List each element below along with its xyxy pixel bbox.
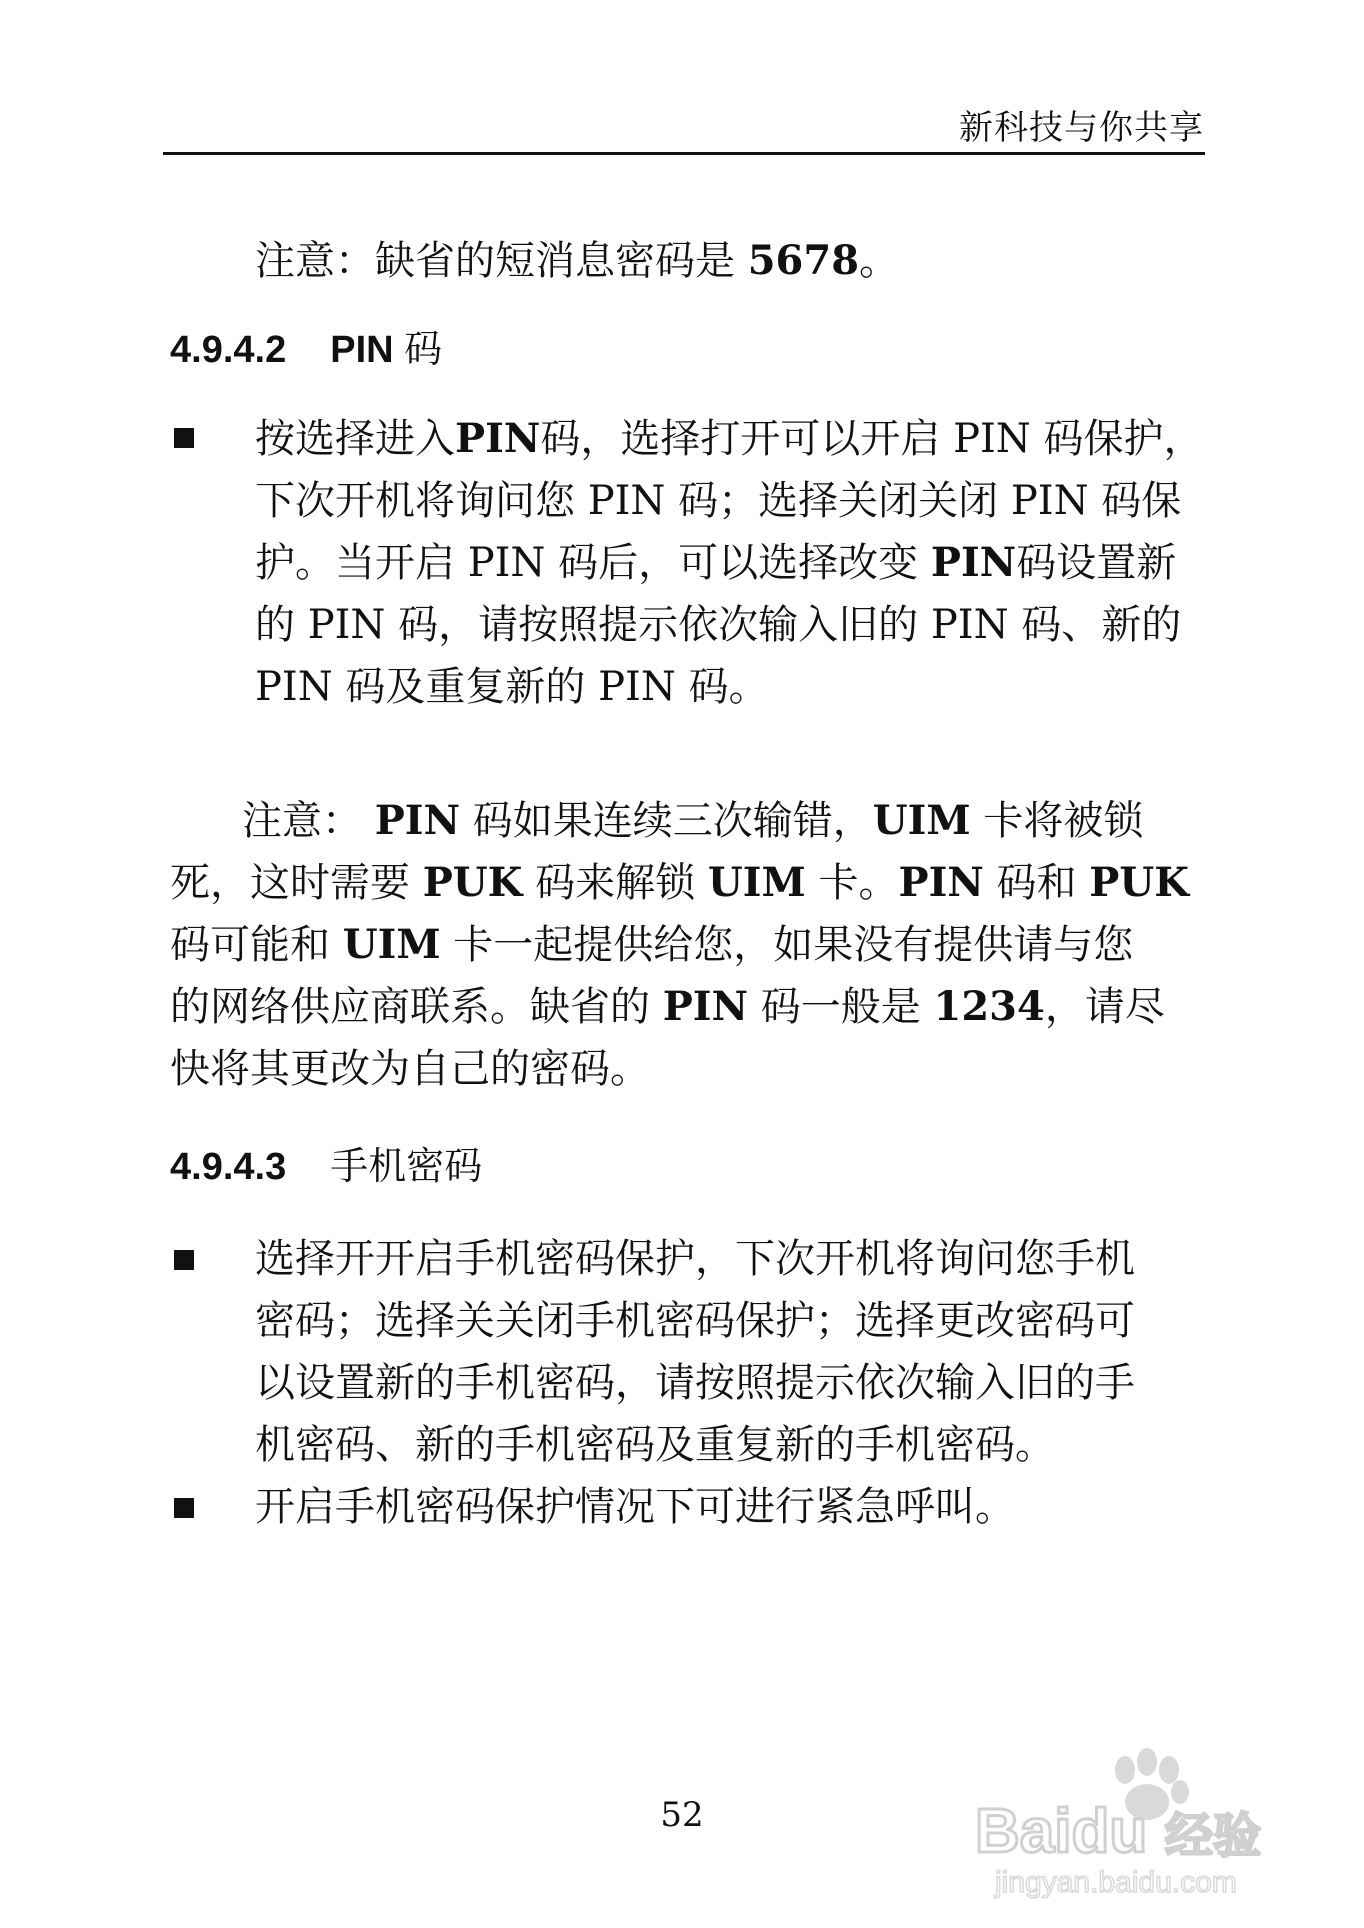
page-number: 52 [660, 1795, 704, 1835]
paw-logo-icon [975, 1740, 1305, 1900]
header-rule [163, 152, 1205, 155]
bullet-square-icon [174, 1498, 194, 1518]
bullet-phone-password-instructions: 选择开开启手机密码保护，下次开机将询问您手机 密码；选择关关闭手机密码保护；选择更改密码可 以设置新的手机密码，请按照提示依次输入旧的手 机密码、新的手机密码及重复新的手机密码。 [255, 1236, 1135, 1468]
baidu-jingyan-watermark-logo [975, 1740, 1305, 1900]
note-pin-lock-warning: 注意： PIN 码如果连续三次输错，UIM 卡将被锁 死，这时需要 PUK 码来解锁 UIM 卡。PIN 码和 PUK 码可能和 UIM 卡一起提供给您，如果没有提供请与您 的网络供应商联系。缺省的 PIN 码一般是 1234，请尽 快将其更改为自己的密码。 [170, 797, 1190, 1092]
svg-text:经验: 经验 [1165, 1808, 1262, 1864]
svg-text:Baidu: Baidu [975, 1797, 1148, 1866]
section-heading-pin: 4.9.4.2 PIN 码 [170, 327, 443, 371]
bullet-square-icon [174, 428, 194, 448]
bullet-pin-instructions: 按选择进入PIN码，选择打开可以开启 PIN 码保护， 下次开机将询问您 PIN 码；选择关闭关闭 PIN 码保 护。当开启 PIN 码后，可以选择改变 PIN码设置新 的 PIN 码，请按照提示依次输入旧的 PIN 码、新的 PIN 码及重复新的 PIN 码。 [255, 415, 1204, 710]
note-default-sms-password: 注意：缺省的短消息密码是 5678。 [255, 237, 900, 284]
bullet-square-icon [174, 1250, 194, 1270]
running-header: 新科技与你共享 [959, 108, 1204, 148]
svg-text:jingyan.baidu.com: jingyan.baidu.com [995, 1866, 1237, 1899]
section-heading-phone-password: 4.9.4.3 手机密码 [170, 1144, 483, 1188]
bullet-emergency-call: 开启手机密码保护情况下可进行紧急呼叫。 [255, 1484, 1015, 1530]
